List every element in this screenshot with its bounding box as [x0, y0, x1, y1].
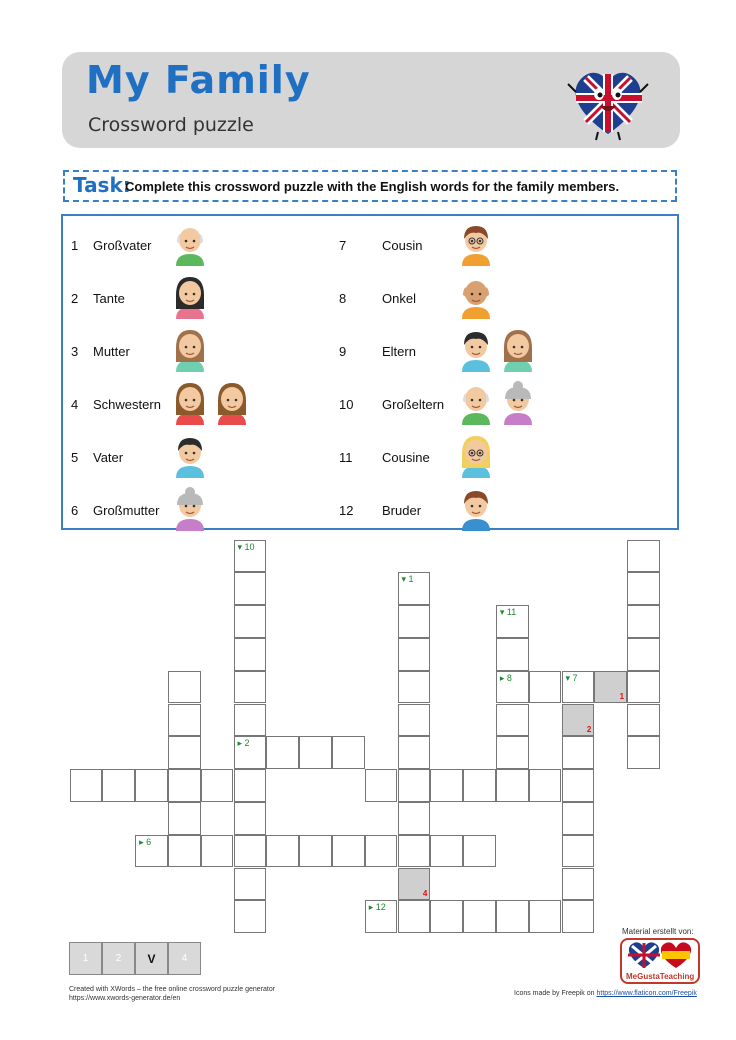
crossword-cell[interactable] — [234, 671, 267, 704]
crossword-cell[interactable] — [332, 835, 365, 868]
clue-number: ▾ 11 — [499, 607, 517, 618]
crossword-cell[interactable] — [627, 671, 660, 704]
megustateaching-logo — [620, 938, 700, 984]
solution-marker: 2 — [586, 725, 592, 735]
word-number: 6 — [71, 503, 79, 518]
crossword-cell[interactable] — [496, 605, 529, 638]
word-number: 10 — [339, 397, 354, 412]
crossword-cell[interactable] — [562, 900, 595, 933]
crossword-cell[interactable] — [398, 835, 431, 868]
crossword-cell[interactable] — [365, 769, 398, 802]
word-number: 2 — [71, 291, 79, 306]
crossword-cell[interactable] — [234, 736, 267, 769]
crossword-cell[interactable] — [496, 769, 529, 802]
crossword-cell[interactable] — [430, 835, 463, 868]
crossword-cell[interactable] — [398, 736, 431, 769]
solution-marker: 4 — [422, 889, 428, 899]
freepik-link[interactable]: https://www.flaticon.com/Freepik — [596, 990, 697, 997]
crossword-cell[interactable] — [201, 769, 234, 802]
crossword-cell[interactable] — [70, 769, 103, 802]
word-number: 1 — [71, 238, 79, 253]
word-text: Tante — [93, 291, 125, 306]
crossword-cell[interactable] — [562, 802, 595, 835]
crossword-cell[interactable] — [562, 868, 595, 901]
crossword-cell[interactable] — [594, 671, 627, 704]
crossword-cell[interactable] — [365, 900, 398, 933]
crossword-cell[interactable] — [299, 736, 332, 769]
word-number: 11 — [339, 450, 353, 465]
crossword-cell[interactable] — [168, 769, 201, 802]
crossword-cell[interactable] — [562, 835, 595, 868]
crossword-cell[interactable] — [562, 736, 595, 769]
crossword-cell[interactable] — [234, 835, 267, 868]
clue-number: ▸ 6 — [139, 836, 152, 847]
crossword-cell[interactable] — [496, 671, 529, 704]
word-text: Mutter — [93, 344, 130, 359]
crossword-cell[interactable] — [627, 572, 660, 605]
crossword-cell[interactable] — [398, 605, 431, 638]
word-text: Großmutter — [93, 503, 160, 518]
crossword-cell[interactable] — [332, 736, 365, 769]
word-number: 4 — [71, 397, 79, 412]
crossword-cell[interactable] — [398, 802, 431, 835]
word-text: Bruder — [382, 503, 422, 518]
crossword-cell[interactable] — [234, 704, 267, 737]
crossword-cell[interactable] — [234, 868, 267, 901]
word-text: Cousin — [382, 238, 423, 253]
clue-number: ▸ 12 — [368, 902, 386, 913]
clue-number: ▾ 7 — [565, 672, 578, 683]
word-text: Eltern — [382, 344, 416, 359]
task-label: Task: — [73, 173, 131, 197]
crossword-cell[interactable] — [398, 868, 431, 901]
crossword-cell[interactable] — [201, 835, 234, 868]
crossword-cell[interactable] — [168, 736, 201, 769]
crossword-cell[interactable] — [168, 704, 201, 737]
page-title: My Family — [86, 58, 311, 102]
crossword-cell[interactable] — [627, 540, 660, 573]
word-text: Onkel — [382, 291, 416, 306]
crossword-cell[interactable] — [398, 572, 431, 605]
page-subtitle: Crossword puzzle — [88, 114, 254, 136]
crossword-cell[interactable] — [430, 769, 463, 802]
crossword-cell[interactable] — [365, 835, 398, 868]
solution-cell[interactable]: 2 — [102, 942, 135, 975]
crossword-cell[interactable] — [529, 769, 562, 802]
word-number: 5 — [71, 450, 79, 465]
crossword-cell[interactable] — [398, 900, 431, 933]
crossword-cell[interactable] — [627, 704, 660, 737]
crossword-cell[interactable] — [168, 835, 201, 868]
crossword-cell[interactable] — [463, 835, 496, 868]
crossword-cell[interactable] — [299, 835, 332, 868]
crossword-cell[interactable] — [168, 671, 201, 704]
crossword-cell[interactable] — [234, 900, 267, 933]
crossword-cell[interactable] — [266, 736, 299, 769]
word-text: Schwestern — [93, 397, 161, 412]
word-text: Großvater — [93, 238, 152, 253]
crossword-cell[interactable] — [430, 900, 463, 933]
crossword-cell[interactable] — [562, 704, 595, 737]
xwords-credit-line1: Created with XWords – the free online crossword puzzle generator — [69, 986, 276, 993]
xwords-credit-line2: https://www.xwords-generator.de/en — [69, 995, 181, 1002]
crossword-cell[interactable] — [234, 802, 267, 835]
crossword-cell[interactable] — [266, 835, 299, 868]
crossword-cell[interactable] — [234, 572, 267, 605]
material-by-label: Material erstellt von: — [622, 927, 694, 936]
crossword-cell[interactable] — [496, 900, 529, 933]
crossword-cell[interactable] — [463, 769, 496, 802]
crossword-cell[interactable] — [463, 900, 496, 933]
crossword-cell[interactable] — [234, 638, 267, 671]
solution-cell[interactable]: V — [135, 942, 168, 975]
crossword-cell[interactable] — [234, 769, 267, 802]
word-number: 9 — [339, 344, 347, 359]
crossword-cell[interactable] — [562, 671, 595, 704]
crossword-cell[interactable] — [627, 638, 660, 671]
icons-credit — [514, 990, 697, 997]
crossword-cell[interactable] — [102, 769, 135, 802]
crossword-cell[interactable] — [234, 605, 267, 638]
crossword-cell[interactable] — [529, 671, 562, 704]
crossword-cell[interactable] — [496, 736, 529, 769]
word-number: 3 — [71, 344, 79, 359]
crossword-cell[interactable] — [562, 769, 595, 802]
crossword-cell[interactable] — [529, 900, 562, 933]
crossword-cell[interactable] — [398, 769, 431, 802]
crossword-cell[interactable] — [398, 704, 431, 737]
xwords-credit — [69, 985, 275, 1003]
icons-credit-prefix: Icons made by Freepik on — [514, 990, 597, 997]
crossword-cell[interactable] — [627, 605, 660, 638]
solution-cell[interactable]: 1 — [69, 942, 102, 975]
clue-number: ▸ 2 — [237, 738, 250, 749]
clue-number: ▾ 10 — [237, 541, 255, 552]
clue-number: ▾ 1 — [401, 574, 414, 585]
solution-cell[interactable]: 4 — [168, 942, 201, 975]
logo-name: MeGustaTeaching — [626, 972, 695, 981]
clue-number: ▸ 8 — [499, 672, 512, 683]
logo-hearts-icon — [622, 940, 698, 970]
solution-row — [69, 942, 201, 975]
crossword-cell[interactable] — [496, 638, 529, 671]
word-text: Vater — [93, 450, 124, 465]
crossword-cell[interactable] — [398, 671, 431, 704]
word-text: Großeltern — [382, 397, 445, 412]
crossword-cell[interactable] — [135, 769, 168, 802]
word-number: 12 — [339, 503, 354, 518]
crossword-cell[interactable] — [496, 704, 529, 737]
word-text: Cousine — [382, 450, 430, 465]
crossword-cell[interactable] — [398, 638, 431, 671]
word-number: 7 — [339, 238, 347, 253]
crossword-cell[interactable] — [234, 540, 267, 573]
task-instruction: Complete this crossword puzzle with the English words for the family members. — [125, 179, 620, 194]
crossword-cell[interactable] — [135, 835, 168, 868]
solution-marker: 1 — [619, 692, 625, 702]
crossword-cell[interactable] — [627, 736, 660, 769]
word-number: 8 — [339, 291, 347, 306]
crossword-cell[interactable] — [168, 802, 201, 835]
